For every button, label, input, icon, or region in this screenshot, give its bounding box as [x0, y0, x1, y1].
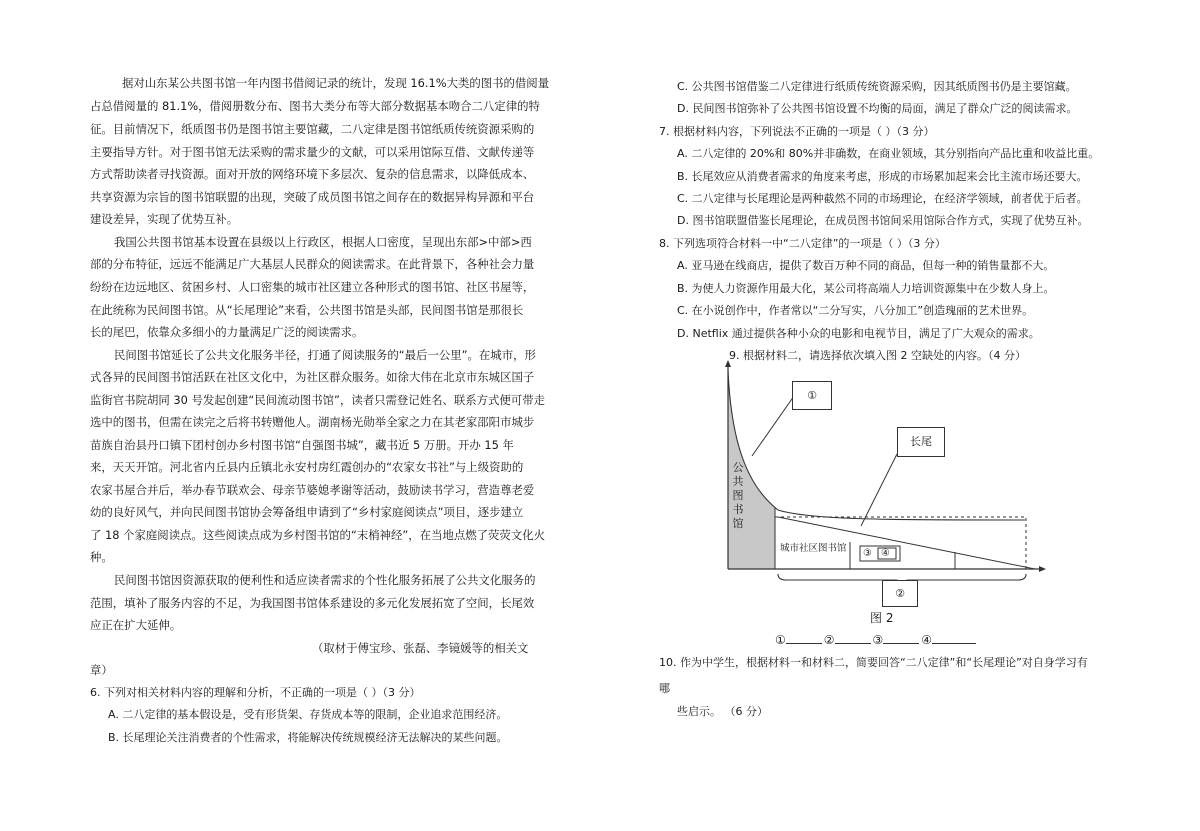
source-citation: （取材于傅宝珍、张磊、李镜媛等的相关文: [312, 641, 529, 655]
blank-box-2: ②: [882, 580, 918, 607]
paragraph-line: 长的尾巴，依靠众多细小的力量满足广泛的阅读需求。: [90, 325, 364, 339]
paragraph-line: 纷纷在边远地区、贫困乡村、人口密集的城市社区建立各种形式的图书馆、社区书屋等，: [90, 280, 535, 294]
question-10: 10. 作为中学生，根据材料一和材料二，简要回答“二八定律”和“长尾理论”对自身学习有: [659, 656, 1088, 669]
x-axis-arrow: [1039, 566, 1046, 572]
option-7d: D. 图书馆联盟借鉴长尾理论，在成员图书馆间采用馆际合作方式，实现了优势互补。: [677, 214, 1089, 227]
paragraph-line: 民间图书馆延长了公共文化服务半径，打通了阅读服务的“最后一公里”。在城市，形: [114, 348, 536, 362]
option-6d: D. 民间图书馆弥补了公共图书馆设置不均衡的局面，满足了群众广泛的阅读需求。: [677, 102, 1078, 115]
blank-box-1: ①: [792, 381, 832, 410]
blank-3-label: ③: [863, 548, 872, 559]
paragraph-line: 农家书屋合并后，举办春节联欢会、母亲节婆媳孝谢等活动，鼓励读书学习，营造尊老爱: [90, 483, 535, 497]
answer-3-blank[interactable]: [883, 643, 919, 644]
answer-4-label: ④: [921, 633, 933, 647]
public-library-char: 公: [732, 461, 744, 474]
answer-3-label: ③: [872, 633, 884, 647]
question-7: 7. 根据材料内容，下列说法不正确的一项是（ ）（3 分）: [659, 125, 935, 138]
paragraph-line: 我国公共图书馆基本设置在县级以上行政区，根据人口密度，呈现出东部>中部>西: [114, 235, 532, 249]
figure-2: [690, 360, 1050, 625]
paragraph-line: 幼的良好风气，并向民间图书馆协会筹备组申请到了“乡村家庭阅读点”项目，逐步建立: [90, 505, 524, 519]
option-6b: B. 长尾理论关注消费者的个性需求，将能解决传统规模经济无法解决的某些问题。: [108, 731, 508, 744]
public-library-char: 共: [732, 475, 744, 488]
paragraph-line: 主要指导方针。对于图书馆无法采购的需求量少的文献，可以采用馆际互借、文献传递等: [90, 145, 535, 159]
public-library-char: 图: [732, 489, 744, 502]
option-7c: C. 二八定律与长尾理论是两种截然不同的市场理论，在经济学领域，前者优于后者。: [677, 192, 1088, 205]
answer-4-blank[interactable]: [932, 643, 976, 644]
paragraph-line: 方式帮助读者寻找资源。面对开放的网络环境下多层次、复杂的信息需求，以降低成本、: [90, 167, 535, 181]
paragraph-line: 建设差异，实现了优势互补。: [90, 212, 239, 226]
paragraph-line: 监街官书院胡同 30 号发起创建“民间流动图书馆”，读者只需登记姓名、联系方式便可带走: [90, 393, 545, 407]
answer-2-blank[interactable]: [835, 643, 871, 644]
option-8a: A. 亚马逊在线商店，提供了数百万种不同的商品，但每一种的销售量都不大。: [677, 259, 1055, 272]
paragraph-line: 种。: [90, 550, 113, 564]
question-8: 8. 下列选项符合材料一中“二八定律”的一项是（ ）（3 分）: [659, 237, 946, 250]
answer-1-label: ①: [775, 633, 786, 647]
answer-blanks: [775, 633, 976, 647]
paragraph-line: 民间图书馆因资源获取的便利性和适应读者需求的个性化服务拓展了公共文化服务的: [114, 573, 536, 587]
community-library-label: 城市社区图书馆: [780, 543, 847, 554]
blank-4-label: ④: [881, 548, 890, 559]
option-8b: B. 为使人力资源作用最大化，某公司将高端人力培训资源集中在少数人身上。: [677, 282, 1055, 295]
paragraph-line: 在此统称为民间图书馆。从“长尾理论”来看，公共图书馆是头部，民间图书馆是那很长: [90, 303, 524, 317]
paragraph-line: 据对山东某公共图书馆一年内图书借阅记录的统计，发现 16.1%大类的图书的借阅量: [122, 76, 550, 90]
y-axis-arrow: [725, 360, 731, 367]
question-10-cont: 哪: [659, 682, 670, 695]
public-library-label: [730, 461, 746, 531]
paragraph-line: 来，天天开馆。河北省内丘县内丘镇北永安村房红霞创办的“农家女书社”与上级资助的: [90, 460, 524, 474]
option-6c: C. 公共图书馆借鉴二八定律进行纸质传统资源采购，因其纸质图书仍是主要馆藏。: [677, 80, 1077, 93]
paragraph-line: 式各异的民间图书馆活跃在社区文化中，为社区群众服务。如徐大伟在北京市东城区国子: [90, 370, 535, 384]
paragraph-line: 共享资源为宗旨的图书馆联盟的出现，突破了成员图书馆之间存在的数据异构异源和平台: [90, 190, 535, 204]
option-7a: A. 二八定律的 20%和 80%并非确数，在商业领域，其分别指向产品比重和收益比重。: [677, 147, 1100, 160]
option-6a: A. 二八定律的基本假设是，受有形货架、存货成本等的限制，企业追求范围经济。: [108, 708, 508, 721]
question-6: 6. 下列对相关材料内容的理解和分析，不正确的一项是（ ）（3 分）: [90, 686, 421, 699]
answer-1-blank[interactable]: [786, 643, 822, 644]
paragraph-line: 范围，填补了服务内容的不足，为我国图书馆体系建设的多元化发展拓宽了空间，长尾效: [90, 596, 535, 610]
long-tail-label-box: 长尾: [897, 427, 945, 457]
figure-caption: 图 2: [870, 611, 894, 625]
answer-2-label: ②: [823, 633, 835, 647]
question-9: 9. 根据材料二，请选择依次填入图 2 空缺处的内容。（4 分）: [729, 349, 1026, 362]
public-library-char: 馆: [732, 517, 744, 530]
pointer-line-1: [752, 396, 794, 456]
question-10-cont: 些启示。 （6 分）: [677, 705, 768, 718]
paragraph-line: 应正在扩大延伸。: [90, 618, 182, 632]
paragraph-line: 选中的图书，但需在读完之后将书转赠他人。湖南杨光勋举全家之力在其老家邵阳市城步: [90, 415, 535, 429]
paragraph-line: 苗族自治县丹口镇下团村创办乡村图书馆“自强图书城”，藏书近 5 万册。开办 15 年: [90, 438, 514, 452]
paragraph-line: 部的分布特征，远远不能满足广大基层人民群众的阅读需求。在此背景下，各种社会力量: [90, 257, 535, 271]
paragraph-line: 了 18 个家庭阅读点。这些阅读点成为乡村图书馆的“末梢神经”，在当地点燃了荧荧文化火: [90, 528, 545, 542]
paragraph-line: 征。目前情况下，纸质图书仍是图书馆主要馆藏，二八定律是图书馆纸质传统资源采购的: [90, 122, 535, 136]
option-7b: B. 长尾效应从消费者需求的角度来考虑，形成的市场累加起来会比主流市场还要大。: [677, 170, 1088, 183]
pointer-line-long-tail: [861, 454, 897, 526]
source-citation: 章）: [90, 663, 113, 677]
paragraph-line: 占总借阅量的 81.1%，借阅册数分布、图书大类分布等大部分数据基本吻合二八定律的特: [90, 99, 540, 113]
option-8c: C. 在小说创作中，作者常以“二分写实，八分加工”创造瑰丽的艺术世界。: [677, 304, 1034, 317]
public-library-char: 书: [732, 503, 744, 516]
long-tail-curve: [728, 370, 1025, 520]
option-8d: D. Netflix 通过提供各种小众的电影和电视节目，满足了广大观众的需求。: [677, 327, 1040, 340]
